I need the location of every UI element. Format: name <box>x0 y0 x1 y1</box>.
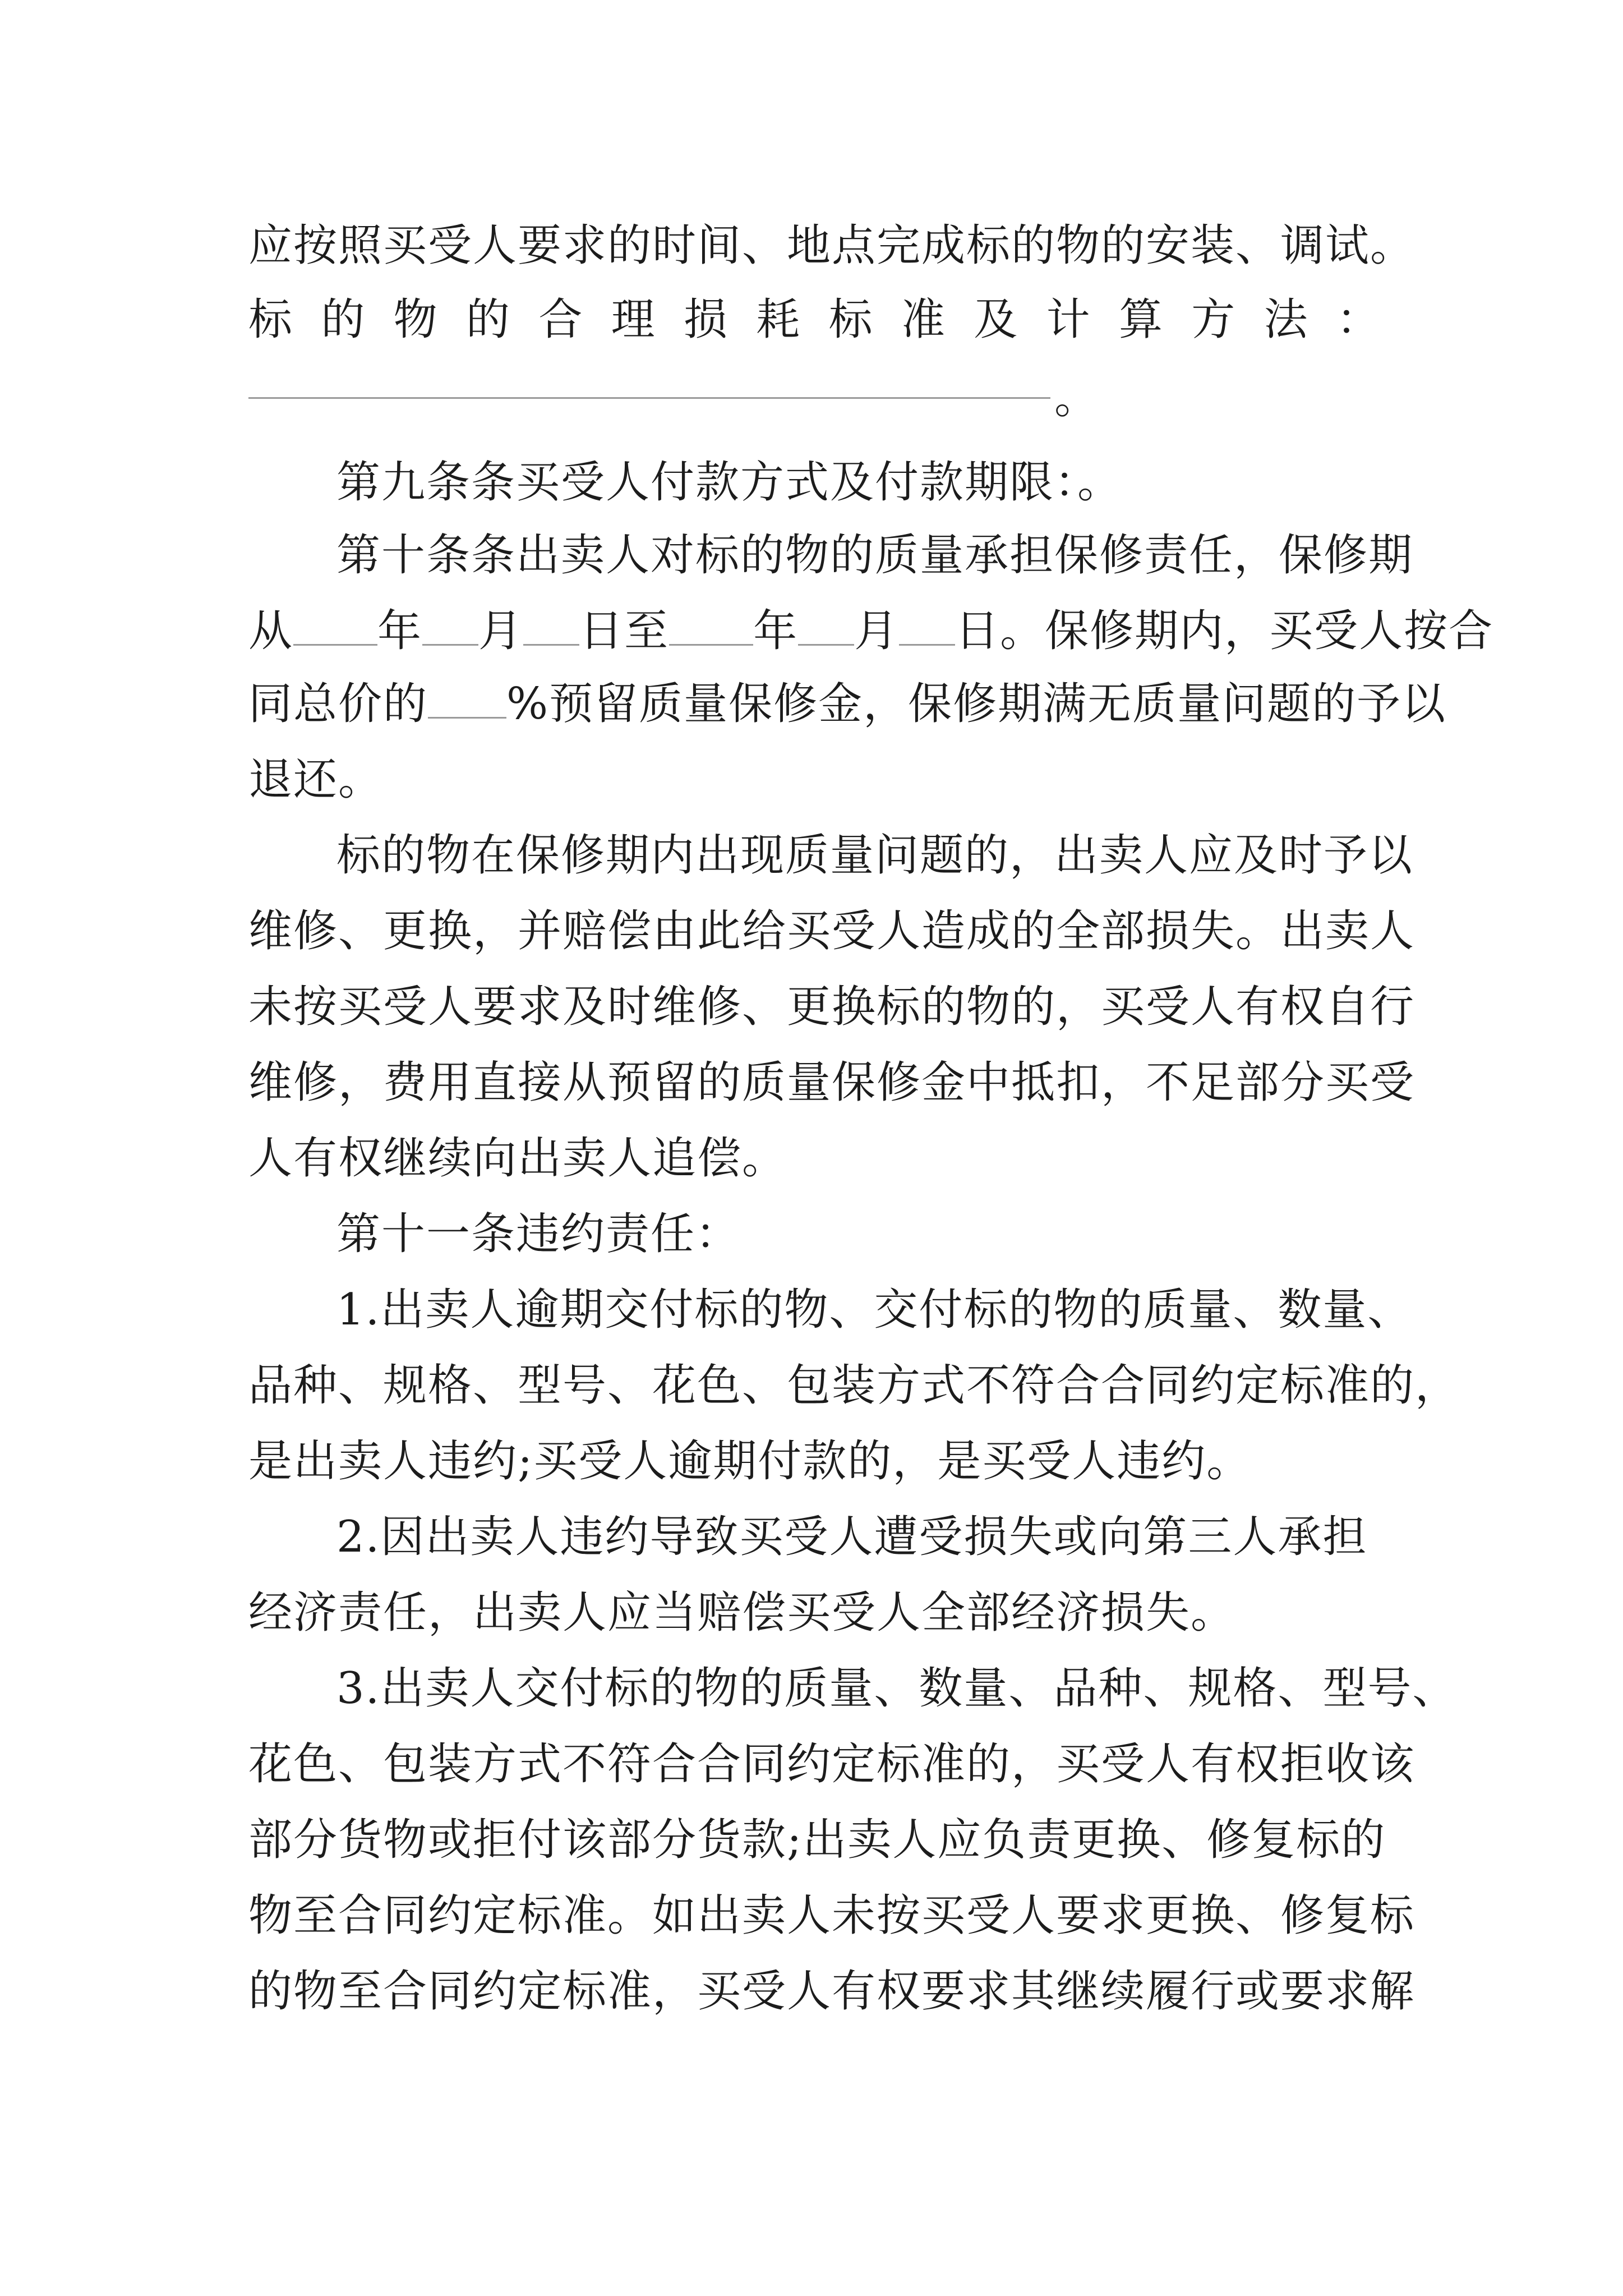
text-segment: %预留质量保修金，保修期满无质量问题的予以 <box>506 679 1447 729</box>
fill-in-blank <box>248 397 1050 399</box>
text-line-12: 维修，费用直接从预留的质量保修金中抵扣，不足部分买受 <box>248 1057 1415 1108</box>
text-segment: 月 <box>854 606 900 656</box>
text-line-8: 退还。 <box>248 754 384 805</box>
text-line-21: 花色、包装方式不符合合同约定标准的，买受人有权拒收该 <box>248 1739 1415 1789</box>
text-line-15: 1.出卖人逾期交付标的物、交付标的物的质量、数量、 <box>336 1285 1413 1335</box>
text-line-19: 经济责任，出卖人应当赔偿买受人全部经济损失。 <box>248 1588 1236 1638</box>
char: 标 <box>248 295 294 345</box>
text-line-16: 品种、规格、型号、花色、包装方式不符合合同约定标准的， <box>248 1360 1460 1411</box>
text-line-2 <box>248 292 1381 348</box>
fill-in-blank <box>523 605 579 646</box>
text-line-6 <box>248 603 1494 659</box>
fill-in-blank <box>669 605 753 646</box>
text-segment: 年 <box>753 606 799 656</box>
char: 标 <box>828 295 874 345</box>
fill-in-blank <box>899 605 955 646</box>
text-line-1: 应按照买受人要求的时间、地点完成标的物的安装、调试。 <box>248 220 1415 271</box>
text-line-24: 的物至合同约定标准，买受人有权要求其继续履行或要求解 <box>248 1966 1415 2017</box>
char: 的 <box>465 295 511 345</box>
text-line-4: 第九条条买受人付款方式及付款期限：。 <box>336 457 1123 508</box>
fill-in-blank <box>428 678 506 719</box>
text-line-7 <box>248 676 1447 732</box>
fill-in-blank <box>422 605 478 646</box>
text-segment: 日至 <box>579 606 670 656</box>
char: 法 <box>1264 295 1309 345</box>
fill-in-blank <box>293 605 377 646</box>
text-line-9: 标的物在保修期内出现质量问题的，出卖人应及时予以 <box>336 830 1414 881</box>
char: 损 <box>683 295 728 345</box>
text-line-10: 维修、更换，并赔偿由此给买受人造成的全部损失。出卖人 <box>248 906 1415 956</box>
char: 物 <box>393 295 439 345</box>
text-line-11: 未按买受人要求及时维修、更换标的物的，买受人有权自行 <box>248 982 1415 1032</box>
text-line-13: 人有权继续向出卖人追偿。 <box>248 1133 787 1184</box>
text-line-18: 2.因出卖人违约导致买受人遭受损失或向第三人承担 <box>336 1512 1368 1562</box>
text-line-23: 物至合同约定标准。如出卖人未按买受人要求更换、修复标 <box>248 1890 1415 1941</box>
text-line-22: 部分货物或拒付该部分货款;出卖人应负责更换、修复标的 <box>248 1815 1386 1865</box>
char: 计 <box>1046 295 1091 345</box>
text-segment: 日。保修期内，买受人按合 <box>955 606 1494 656</box>
text-line-5: 第十条条出卖人对标的物的质量承担保修责任，保修期 <box>336 530 1414 581</box>
char: 的 <box>321 295 366 345</box>
text-line-17: 是出卖人违约;买受人逾期付款的，是买受人违约。 <box>248 1436 1252 1487</box>
char: 准 <box>901 295 946 345</box>
text-segment: 月 <box>478 606 524 656</box>
text-line-3-end: 。 <box>1054 373 1099 424</box>
char: 算 <box>1118 295 1164 345</box>
char: ： <box>1336 295 1381 345</box>
text-segment: 从 <box>248 606 294 656</box>
char: 方 <box>1191 295 1237 345</box>
text-line-14: 第十一条违约责任： <box>336 1209 741 1259</box>
char: 合 <box>538 295 584 345</box>
char: 及 <box>974 295 1019 345</box>
text-line-20: 3.出卖人交付标的物的质量、数量、品种、规格、型号、 <box>336 1663 1458 1714</box>
text-segment: 同总价的 <box>248 679 428 729</box>
text-segment: 年 <box>377 606 423 656</box>
fill-in-blank <box>798 605 854 646</box>
char: 耗 <box>756 295 801 345</box>
char: 理 <box>611 295 656 345</box>
